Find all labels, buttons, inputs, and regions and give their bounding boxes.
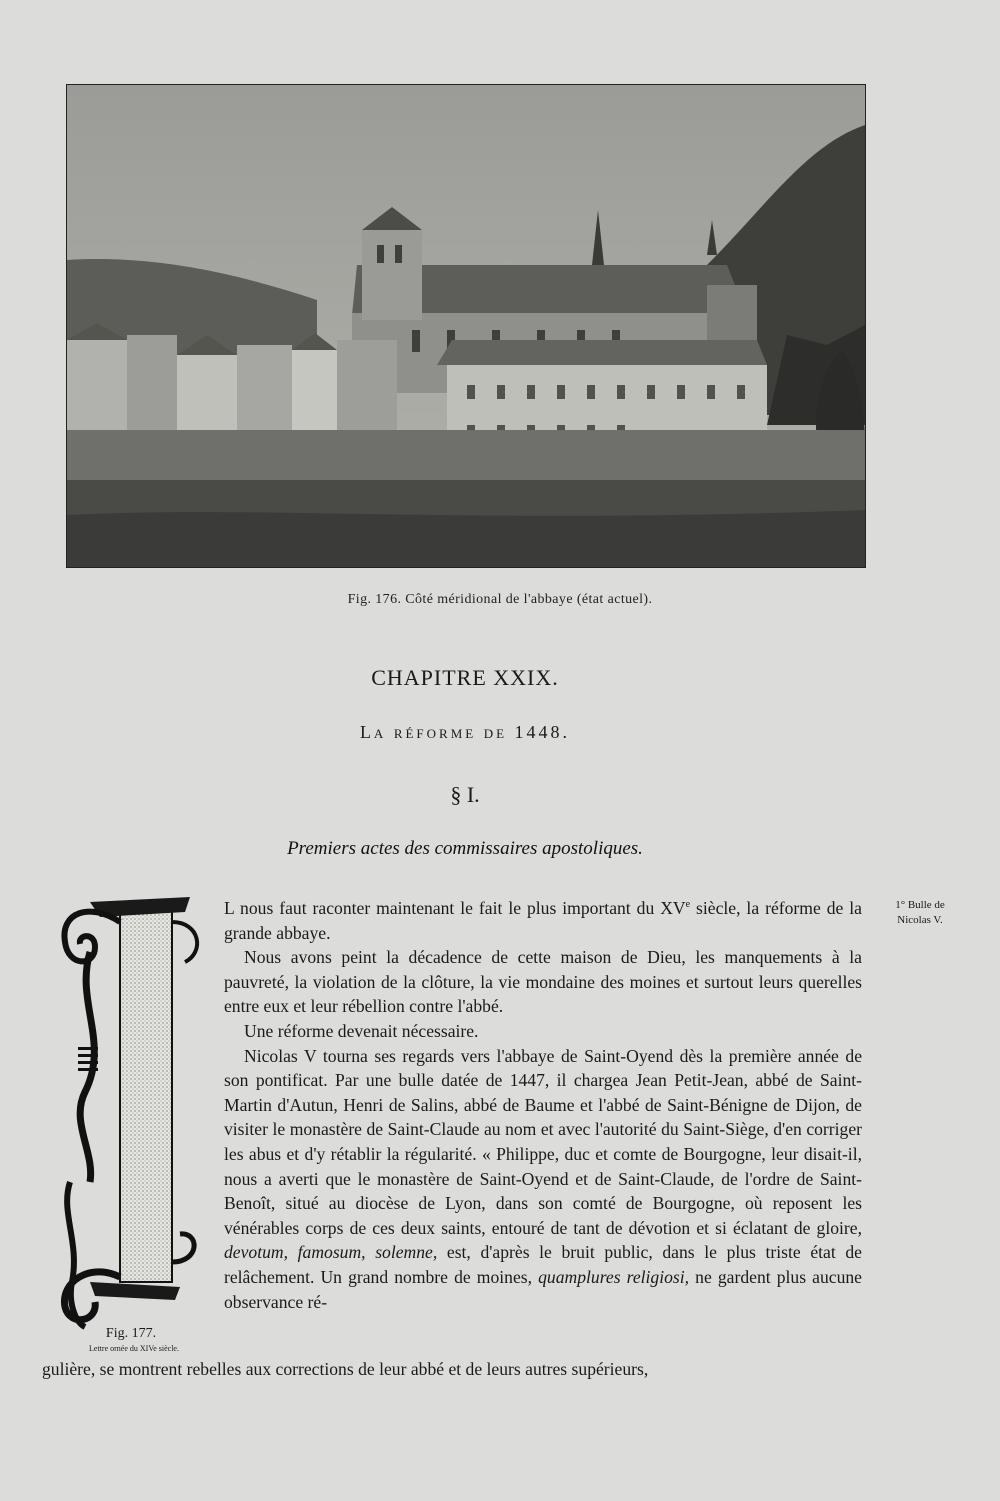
paragraph-4 xyxy=(224,1044,862,1315)
paragraph-2: Nous avons peint la décadence de cette maison de Dieu, les manquements à la pauvreté, la violation de la clôture, la vie mondaine des moines et surtout leurs querelles entre eux et leur rébellion contre l'abbé. xyxy=(224,947,862,1017)
ornate-initial-drawing xyxy=(50,882,210,1332)
p1-superscript: e xyxy=(685,899,691,911)
chapter-title: CHAPITRE XXIX. xyxy=(371,665,559,690)
p4-italic-1: devotum, famosum, solemne, xyxy=(224,1242,438,1263)
ornate-initial-letter xyxy=(50,882,210,1332)
abbey-photo-image xyxy=(67,85,865,567)
paragraph-1 xyxy=(224,896,862,945)
margin-note xyxy=(870,898,970,928)
chapter-subtitle: La réforme de 1448. xyxy=(359,722,571,742)
figure-176-caption: Fig. 176. Côté méridional de l'abbaye (état actuel). xyxy=(347,592,653,607)
figure-177-label: Fig. 177. xyxy=(105,1326,157,1341)
body-text xyxy=(224,896,862,1314)
p4-italic-2: quamplures religiosi, xyxy=(538,1266,690,1287)
last-line: gulière, se montrent rebelles aux corrections de leur abbé et de leurs autres supérieurs, xyxy=(42,1359,649,1379)
p4-text-c: ne gardent plus aucune observance ré- xyxy=(224,1266,862,1312)
paragraph-3: Une réforme devenait nécessaire. xyxy=(244,1020,479,1041)
p1-text: L nous faut raconter maintenant le fait le plus important du XV xyxy=(224,898,686,918)
margin-note-line-1: 1° Bulle de xyxy=(895,899,945,911)
section-title: Premiers actes des commissaires apostoliques. xyxy=(287,838,643,859)
p4-text-b: est, d'après le bruit public, dans le plus triste état de relâchement. Un grand nombre de moines, xyxy=(224,1242,862,1287)
p1-end: siècle, la réforme de la grande abbaye. xyxy=(224,898,862,943)
margin-note-line-2: Nicolas V. xyxy=(897,914,943,926)
p4-text-a: Nicolas V tourna ses regards vers l'abbaye de Saint-Oyend dès la première année de son pontificat. Par une bulle datée de 1447, il chargea Jean Petit-Jean, abbé de Saint-Martin d'Autun, Henri de Salins, abbé de Baume et l'abbé de Saint-Bénigne de Dijon, de visiter le monastère de Saint-Claude au nom et avec l'autorité du Saint-Siège, d'en corriger les abus et d'y rétablir la régularité. « Philippe, duc et comte de Bourgogne, leur disait-il, nous a averti que le monastère de Saint-Oyend et de Saint-Claude, de l'ordre de Saint-Benoît, situé au diocèse de Lyon, dans son comté de Bourgogne, où reposent les vénérables corps de ces deux saints, entouré de tant de dévotion et si éclatant de gloire, xyxy=(224,1045,862,1238)
abbey-photograph xyxy=(66,84,866,568)
figure-177-caption: Lettre ornée du XIVe siècle. xyxy=(89,1344,179,1353)
section-number: § I. xyxy=(450,782,480,807)
